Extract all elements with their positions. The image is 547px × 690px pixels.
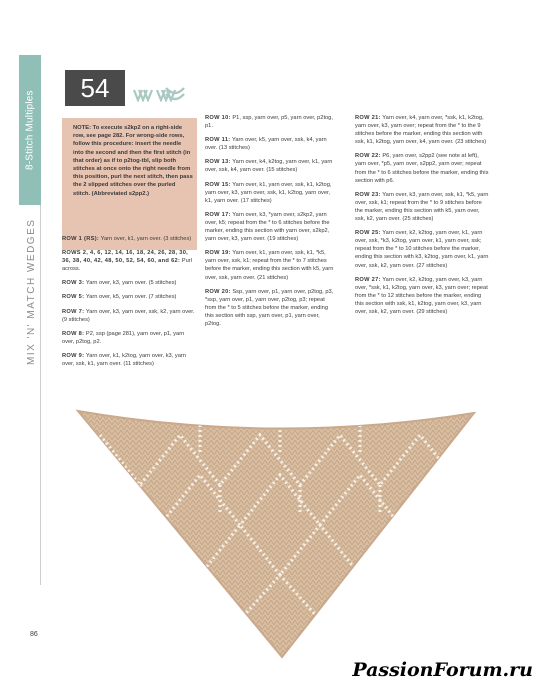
row-label: ROW 23: (355, 191, 381, 198)
instruction-row (205, 181, 335, 205)
instruction-row (205, 136, 335, 152)
instruction-row (62, 308, 198, 324)
row-label: ROWS 2, 4, 6, 12, 14, 16, 18, 24, 26, 28, 30, 36, 38, 40, 42, 48, 50, 52, 54, 60, and 62: (62, 250, 189, 265)
row-text: P1, ssp, yarn over, p5, yarn over, p2tog, p1. (205, 115, 333, 130)
row-label: ROW 5: (62, 294, 85, 301)
row-label: ROW 1 (RS): (62, 236, 100, 242)
row-label: ROW 21: (355, 115, 381, 121)
instruction-row (205, 158, 335, 174)
row-label: ROW 22: (355, 153, 381, 160)
instruction-row (62, 330, 198, 346)
instruction-row (355, 152, 490, 184)
row-text: Yarn over, k4, k2tog, yarn over, k1, yarn over, ssk, k4, yarn over. (15 stitches) (205, 159, 333, 174)
instruction-row (355, 114, 490, 146)
row-text: Yarn over, k5, yarn over, ssk, k4, yarn over. (13 stitches) (205, 137, 327, 152)
row-label: ROW 17: (205, 211, 231, 218)
wedge-chart-icon (165, 86, 185, 104)
row-label: ROW 13: (205, 159, 231, 166)
instruction-row (205, 211, 335, 243)
row-text: Yarn over, k3, yarn over, ssk, k2, yarn over. (9 stitches) (62, 308, 195, 323)
row-label: ROW 9: (62, 352, 85, 359)
instruction-row (205, 114, 335, 130)
row-text: Yarn over, k3, yarn over, ssk, k1, *k5, yarn over, ssk, k1; repeat from the * to 9 stitches before the marker, ending this section with k5, yarn over, ssk, k2, yarn over. (25 stitches) (355, 191, 489, 223)
instruction-row (355, 229, 490, 269)
row-label: ROW 10: (205, 115, 231, 121)
instruction-row (205, 288, 335, 328)
instructions-column-2 (205, 114, 335, 334)
watermark: PassionForum.ru (352, 659, 533, 681)
row-label: ROW 20: (205, 288, 231, 295)
row-label: ROW 8: (62, 330, 85, 337)
instruction-row (355, 191, 490, 223)
instructions-column-1 (62, 235, 198, 374)
row-text: Yarn over, k1, yarn over, ssk, k1, k2tog, yarn over, k3, yarn over, ssk, k1, k2tog, yarn over, k1, yarn over. (17 stitches) (205, 181, 332, 204)
instructions-column-3 (355, 114, 490, 322)
row-text: Yarn over, k3, *yarn over, s2kp2, yarn over, k5; repeat from the * to 6 stitches before the marker, ending this section with yarn over, s2kp2, yarn over, k3, yarn over. (19 stitches) (205, 211, 330, 243)
row-label: ROW 3: (62, 280, 85, 287)
knitted-swatch-photo (70, 405, 480, 665)
row-text: Ssp, yarn over, p1, yarn over, p2tog, p3, *ssp, yarn over, p1, yarn over, p2tog, p3; repeat from the * to 5 stitches before the marker, ending this section with ssp, yarn over, p1, yarn over, p2tog. (205, 288, 334, 327)
row-text: Yarn over, k1, yarn over. (3 stitches) (99, 236, 192, 242)
row-text: Yarn over, k1, yarn over, ssk, k1, *k5, yarn over, ssk, k1; repeat from the * to 7 stitches before the marker, ending this section with k5, yarn over, ssk, yarn over. (21 stitches) (205, 250, 334, 281)
sidebar-divider (40, 205, 41, 585)
instruction-row (62, 235, 198, 243)
row-text: P6, yarn over, s2pp2 (see note at left), yarn over, *p5, yarn over, s2pp2, yarn over; repeat from the * to 6 stitches before the marker, ending this section with p6. (355, 153, 489, 184)
instruction-row (62, 293, 198, 301)
row-text: Yarn over, k4, yarn over, *ssk, k1, k2tog, yarn over, k3, yarn over; repeat from the * to the 9 stitches before the marker, ending this section with ssk, k1, k2tog, yarn over, k4, yarn over. (23 stitches) (355, 115, 487, 146)
instruction-row (355, 276, 490, 316)
page-number: 86 (30, 631, 38, 638)
row-text: Yarn over, k1, k2tog, yarn over, k3, yarn over, ssk, k1, yarn over. (11 stitches) (62, 352, 186, 368)
sidebar-section-label: MIX 'N' MATCH WEDGES (26, 218, 37, 365)
row-text: Yarn over, k3, yarn over. (5 stitches) (84, 280, 177, 287)
note-text: NOTE: To execute s2kp2 on a right-side row, see page 282. For wrong-side rows, follow this procedure: insert the needle into the second and then the first stitch (in that order) as if to p2tog-tbl, slip both stitches at once onto the right needle from this position, purl the next stitch, then pass the 2 slipped stitches over the purled stitch. (Abbreviated s2pp2.) (73, 125, 193, 197)
row-text: Yarn over, k2, k2tog, yarn over, k3, yarn over, *ssk, k1, k2tog, yarn over, k3, yarn over; repeat from the * to 12 stitches before the marker, ending this section with ssk, k1, k2tog, yarn over, k3, yarn over, ssk, k2, yarn over. (29 stitches) (355, 276, 488, 315)
row-text: Purl across. (62, 258, 192, 273)
row-text: P2, ssp (page 281), yarn over, p1, yarn over, p2tog, p2. (62, 330, 185, 345)
row-text: Yarn over, k5, yarn over. (7 stitches) (84, 294, 177, 301)
pattern-number: 54 (80, 73, 110, 103)
row-text: Yarn over, k2, k2tog, yarn over, k1, yarn over, ssk, *k3, k2tog, yarn over, k1, yarn over, ssk; repeat from the * to 10 stitches before the marker, ending this section with k3, k2tog, yarn over, k1, yarn over, ssk, k2, yarn over. (27 stitches) (355, 230, 489, 269)
instruction-row (205, 249, 335, 281)
row-label: ROW 25: (355, 230, 381, 237)
row-label: ROW 11: (205, 137, 231, 144)
sidebar-tab-label: 8-Stitch Multiples (24, 90, 36, 170)
row-label: ROW 27: (355, 276, 381, 283)
wedge-chart-icon (133, 88, 153, 102)
instruction-row (62, 352, 198, 368)
instruction-row (62, 279, 198, 287)
row-label: ROW 7: (62, 308, 85, 315)
row-label: ROW 19: (205, 250, 231, 257)
instruction-row (62, 249, 198, 273)
row-label: ROW 15: (205, 181, 231, 188)
